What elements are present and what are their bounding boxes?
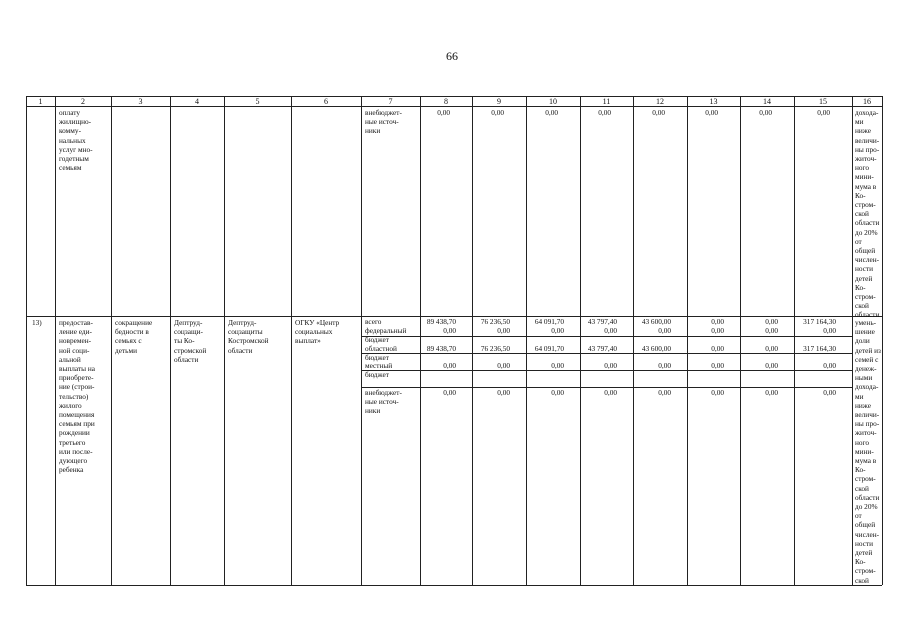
header-bottom-rule	[26, 106, 882, 107]
responsible-text: Дептруд- соцзащи- ты Ко- стромской области	[174, 318, 207, 364]
amount-cell: 0,00	[551, 388, 564, 397]
amount-cell: 64 091,70	[534, 344, 564, 353]
amount-cell: 76 236,50	[480, 317, 510, 326]
amount-cell: 0,00	[711, 317, 724, 326]
header-col-11: 11	[602, 97, 611, 106]
amount-cell: 0,00	[765, 317, 778, 326]
prev-value: 0,00	[491, 108, 504, 117]
source-label: федеральный бюджет	[365, 326, 407, 345]
header-col-7: 7	[388, 97, 393, 106]
amount-cell: 0,00	[604, 388, 617, 397]
prev-value: 0,00	[759, 108, 772, 117]
header-col-14: 14	[763, 97, 771, 106]
amount-cell: 0,00	[765, 344, 778, 353]
header-col-8: 8	[444, 97, 448, 106]
prev-value: 0,00	[817, 108, 830, 117]
amount-cell: 0,00	[711, 361, 724, 370]
column-rule	[852, 96, 853, 585]
header-col-1: 1	[38, 97, 43, 106]
header-col-12: 12	[656, 97, 664, 106]
amount-cell: 0,00	[765, 326, 778, 335]
executor-text: ОГКУ «Центр социальных выплат»	[295, 318, 340, 346]
amount-cell: 76 236,50	[480, 344, 510, 353]
measure-text: предостав- ление еди- новремен- ной соци- альной выплаты на приобрете- ние (строи- тельство) жилого помещения семьям при рождении третьего или после- дующего ребенка	[59, 318, 96, 475]
subrow-rule	[361, 336, 852, 337]
prev-value: 0,00	[705, 108, 718, 117]
coexecutor-text: Дептруд- соцзащиты Костромской области	[228, 318, 269, 355]
source-label: местный бюджет	[365, 361, 393, 380]
amount-cell: 0,00	[443, 361, 456, 370]
amount-cell: 0,00	[604, 361, 617, 370]
amount-cell: 0,00	[658, 388, 671, 397]
prev-result-text: дохода- ми ниже величи- ны про- житоч- ного мини- мума в Ко- стром- ской области до 20% от общей числен- ности детей Ко- стром- ской области	[855, 108, 880, 320]
header-col-15: 15	[819, 97, 827, 106]
amount-cell: 43 797,40	[587, 344, 617, 353]
header-col-10: 10	[549, 97, 557, 106]
amount-cell: 0,00	[443, 388, 456, 397]
amount-cell: 317 164,30	[803, 344, 836, 353]
page-number: 66	[446, 49, 458, 63]
amount-cell: 43 600,00	[641, 317, 671, 326]
amount-cell: 0,00	[497, 388, 510, 397]
column-rule	[111, 96, 112, 585]
column-rule	[26, 96, 27, 585]
prev-value: 0,00	[652, 108, 665, 117]
header-col-4: 4	[195, 97, 199, 106]
column-rule	[633, 96, 634, 585]
row-number: 13)	[32, 318, 42, 327]
amount-cell: 0,00	[604, 326, 617, 335]
column-rule	[291, 96, 292, 585]
column-rule	[55, 96, 56, 585]
header-col-16: 16	[863, 97, 871, 106]
column-rule	[740, 96, 741, 585]
result-text: умень- шение доли детей из семей с денеж- ными дохода- ми ниже величи- ны про- житоч- ного мини- мума в Ко- стром- ской области до 20% от общей числен- ности детей Ко- стром- ской	[855, 318, 881, 585]
prev-source-label: внебюджет- ные источ- ники	[365, 108, 402, 136]
header-col-13: 13	[709, 97, 718, 106]
prev-measure-text: оплату жилищно- комму- нальных услуг мно- годетным семьям	[59, 108, 93, 173]
amount-cell: 0,00	[823, 361, 836, 370]
amount-cell: 0,00	[711, 344, 724, 353]
column-rule	[361, 96, 362, 585]
header-col-6: 6	[324, 97, 328, 106]
amount-cell: 0,00	[658, 361, 671, 370]
header-col-2: 2	[81, 97, 85, 106]
column-rule	[170, 96, 171, 585]
amount-cell: 0,00	[765, 361, 778, 370]
prev-value: 0,00	[437, 108, 450, 117]
amount-cell: 0,00	[497, 361, 510, 370]
column-rule	[580, 96, 581, 585]
amount-cell: 0,00	[711, 326, 724, 335]
column-rule	[224, 96, 225, 585]
column-rule	[526, 96, 527, 585]
amount-cell: 0,00	[765, 388, 778, 397]
prev-value: 0,00	[598, 108, 611, 117]
amount-cell: 89 438,70	[426, 344, 456, 353]
table-bottom-rule	[26, 585, 882, 586]
amount-cell: 64 091,70	[534, 317, 564, 326]
amount-cell: 0,00	[823, 326, 836, 335]
source-label: внебюджет- ные источ- ники	[365, 388, 402, 416]
source-label: всего	[365, 317, 382, 326]
amount-cell: 0,00	[658, 326, 671, 335]
amount-cell: 43 600,00	[641, 344, 671, 353]
header-col-5: 5	[255, 97, 260, 106]
prev-value: 0,00	[545, 108, 558, 117]
goal-text: сокращение бедности в семьях с детьми	[115, 318, 153, 355]
amount-cell: 317 164,30	[803, 317, 836, 326]
amount-cell: 0,00	[497, 326, 510, 335]
column-rule	[794, 96, 795, 585]
column-rule	[687, 96, 688, 585]
amount-cell: 89 438,70	[426, 317, 456, 326]
header-col-9: 9	[497, 97, 501, 106]
amount-cell: 0,00	[551, 326, 564, 335]
column-rule	[420, 96, 421, 585]
amount-cell: 0,00	[711, 388, 724, 397]
column-rule	[882, 96, 883, 585]
header-col-3: 3	[138, 97, 143, 106]
source-label: областной бюджет	[365, 344, 397, 363]
amount-cell: 0,00	[443, 326, 456, 335]
amount-cell: 43 797,40	[587, 317, 617, 326]
column-rule	[472, 96, 473, 585]
amount-cell: 0,00	[551, 361, 564, 370]
amount-cell: 0,00	[823, 388, 836, 397]
